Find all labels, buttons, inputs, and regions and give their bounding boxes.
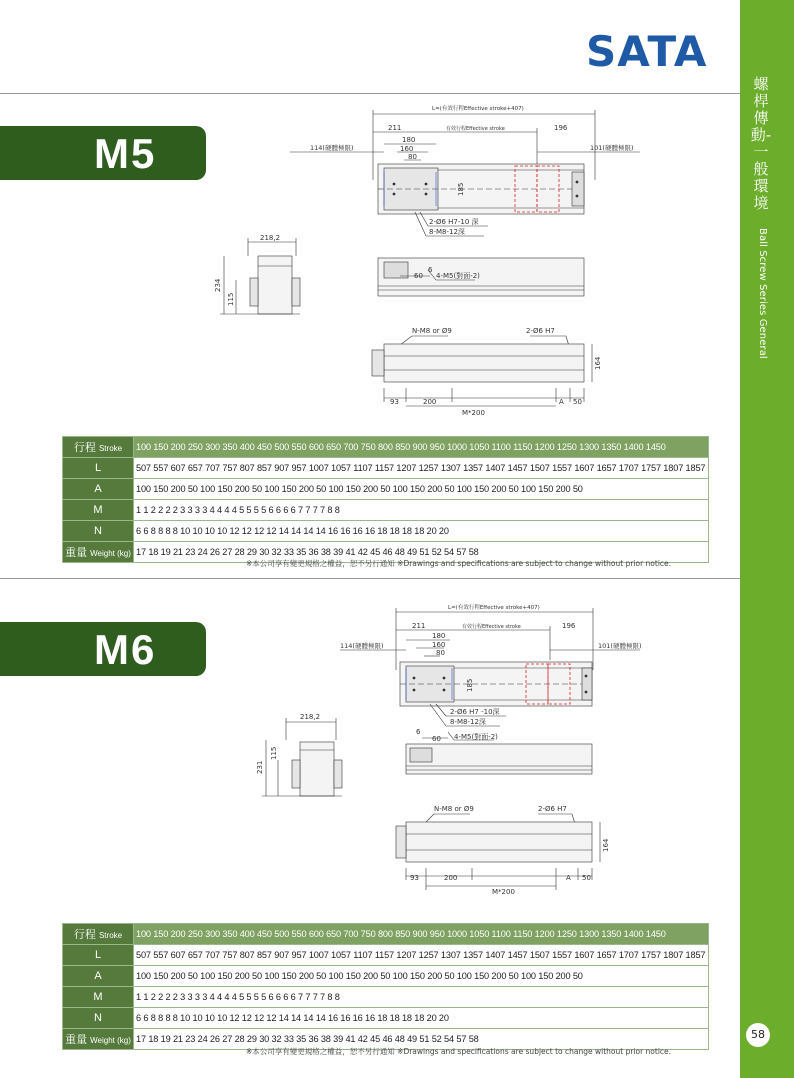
dim-160: 160 [432, 641, 446, 649]
dim-164: 164 [594, 356, 602, 370]
sidebar-title-cn: 螺桿傳動-一般環境 [750, 75, 772, 212]
pin-holes-note: 2-Ø6 H7-10 深 [429, 218, 479, 226]
nm8-note: N-M8 or Ø9 [434, 805, 474, 813]
dim-164: 164 [602, 838, 610, 852]
row-values: 6 6 8 8 8 8 10 10 10 10 12 12 12 12 14 14 14 14 16 16 16 16 18 18 18 18 20 20 [134, 521, 709, 542]
m5-holes-note: 4-M5(對面-2) [436, 272, 480, 280]
nm8-note: N-M8 or Ø9 [412, 327, 452, 335]
row-values: 17 18 19 21 23 24 26 27 28 29 30 32 33 35 36 38 39 41 42 45 46 48 49 51 52 54 57 58 [134, 1029, 709, 1050]
dim-234: 234 [214, 278, 222, 292]
dim-231: 231 [256, 760, 264, 774]
spec-note: ※本公司享有變更規格之權益，恕不另行通知 ※Drawings and specifications are subject to change without prior notice. [246, 1047, 672, 1056]
dim-185: 185 [466, 678, 474, 692]
dim-180: 180 [432, 632, 446, 640]
dim-80: 80 [436, 649, 445, 657]
table-row [63, 945, 709, 966]
dim-196: 196 [562, 622, 576, 630]
dim-L: L=(有效行程Effective stroke+407) [432, 106, 524, 112]
table-row [63, 500, 709, 521]
sata-logo [586, 27, 708, 76]
m5-holes-note: 4-M5(對面-2) [454, 733, 498, 741]
row-values: 6 6 8 8 8 8 10 10 10 10 12 12 12 12 14 14 14 14 16 16 16 16 18 18 18 18 20 20 [134, 1008, 709, 1029]
row-header: M [63, 500, 134, 521]
dim-m200: M*200 [462, 409, 485, 417]
hard-limit-left: 114(硬體極限) [340, 642, 384, 650]
row-header: N [63, 1008, 134, 1029]
dim-200: 200 [423, 398, 437, 406]
tap-holes-note: 8-M8-12深 [429, 228, 465, 236]
model-band-m6 [0, 622, 206, 676]
hard-limit-right: 101(硬體極限) [598, 642, 642, 650]
row-header: 重量 Weight (kg) [63, 542, 134, 563]
page-number: 58 [746, 1023, 770, 1047]
dim-6: 6 [416, 728, 421, 736]
m5-technical-drawing [200, 100, 634, 420]
dim-50: 50 [573, 398, 582, 406]
table-row [63, 987, 709, 1008]
row-values: 100 150 200 250 300 350 400 450 500 550 600 650 700 750 800 850 900 950 1000 1050 1100 1150 1200 1250 1300 1350 1400 1450 [134, 437, 709, 458]
dim-6: 6 [428, 266, 433, 274]
table-row [63, 458, 709, 479]
dim-60: 60 [432, 735, 441, 743]
dim-93: 93 [410, 874, 419, 882]
table-row [63, 437, 709, 458]
table-row [63, 966, 709, 987]
dim-115: 115 [227, 292, 235, 306]
row-values: 1 1 2 2 2 2 3 3 3 3 4 4 4 4 5 5 5 5 6 6 6 6 7 7 7 7 8 8 [134, 500, 709, 521]
dim-93: 93 [390, 398, 399, 406]
m6-technical-drawing [200, 600, 642, 900]
row-header: 行程 Stroke [63, 924, 134, 945]
row-header: M [63, 987, 134, 1008]
dim-L: L=(有效行程Effective stroke+407) [448, 605, 540, 611]
logo-text: SATA [586, 27, 708, 76]
top-divider [0, 93, 740, 94]
row-values: 100 150 200 250 300 350 400 450 500 550 600 650 700 750 800 850 900 950 1000 1050 1100 1150 1200 1250 1300 1350 1400 1450 [134, 924, 709, 945]
row-values: 507 557 607 657 707 757 807 857 907 957 1007 1057 1107 1157 1207 1257 1307 1357 1407 1457 1507 1557 1607 1657 1707 1757 1807 1857 [134, 945, 709, 966]
section-divider [0, 578, 740, 579]
table-row [63, 1008, 709, 1029]
table-row [63, 521, 709, 542]
row-header: L [63, 458, 134, 479]
dim-211: 211 [412, 622, 426, 630]
dim-200: 200 [444, 874, 458, 882]
row-header: 行程 Stroke [63, 437, 134, 458]
m5-spec-table [62, 436, 709, 563]
row-header: 重量 Weight (kg) [63, 1029, 134, 1050]
row-values: 100 150 200 50 100 150 200 50 100 150 200 50 100 150 200 50 100 150 200 50 100 150 200 50 100 150 200 50 [134, 966, 709, 987]
pin2-note: 2-Ø6 H7 [538, 805, 567, 813]
dim-115: 115 [270, 746, 278, 760]
model-band-m5 [0, 126, 206, 180]
table-row [63, 924, 709, 945]
pin-holes-note: 2-Ø6 H7 -10深 [450, 708, 500, 716]
hard-limit-left: 114(硬體極限) [310, 144, 354, 152]
m6-spec-table [62, 923, 709, 1050]
tap-holes-note: 8-M8-12深 [450, 718, 486, 726]
dim-A: A [559, 398, 564, 406]
model-title: M5 [94, 130, 157, 177]
hard-limit-right: 101(硬體極限) [590, 144, 634, 152]
dim-218-2: 218,2 [300, 713, 321, 721]
dim-50: 50 [582, 874, 591, 882]
row-header: A [63, 479, 134, 500]
table-row [63, 479, 709, 500]
dim-effective: 有效行程Effective stroke [462, 624, 521, 630]
dim-218-2: 218,2 [260, 234, 281, 242]
row-header: L [63, 945, 134, 966]
row-header: N [63, 521, 134, 542]
dim-effective: 有效行程Effective stroke [446, 126, 505, 132]
dim-60: 60 [414, 272, 423, 280]
dim-m200: M*200 [492, 888, 515, 896]
dim-80: 80 [408, 153, 417, 161]
model-title: M6 [94, 626, 157, 673]
row-values: 17 18 19 21 23 24 26 27 28 29 30 32 33 35 36 38 39 41 42 45 46 48 49 51 52 54 57 58 [134, 542, 709, 563]
dim-A: A [566, 874, 571, 882]
dim-180: 180 [402, 136, 416, 144]
dim-211: 211 [388, 124, 402, 132]
spec-note: ※本公司享有變更規格之權益，恕不另行通知 ※Drawings and specifications are subject to change without prior notice. [246, 559, 672, 568]
pin2-note: 2-Ø6 H7 [526, 327, 555, 335]
dim-160: 160 [400, 145, 414, 153]
row-header: A [63, 966, 134, 987]
row-values: 1 1 2 2 2 2 3 3 3 3 4 4 4 4 5 5 5 5 6 6 6 6 7 7 7 7 8 8 [134, 987, 709, 1008]
row-values: 100 150 200 50 100 150 200 50 100 150 200 50 100 150 200 50 100 150 200 50 100 150 200 50 100 150 200 50 [134, 479, 709, 500]
row-values: 507 557 607 657 707 757 807 857 907 957 1007 1057 1107 1157 1207 1257 1307 1357 1407 1457 1507 1557 1607 1657 1707 1757 1807 1857 [134, 458, 709, 479]
dim-196: 196 [554, 124, 568, 132]
dim-185: 185 [457, 182, 465, 196]
sidebar-title-en: Ball Screw Series General [757, 228, 768, 359]
